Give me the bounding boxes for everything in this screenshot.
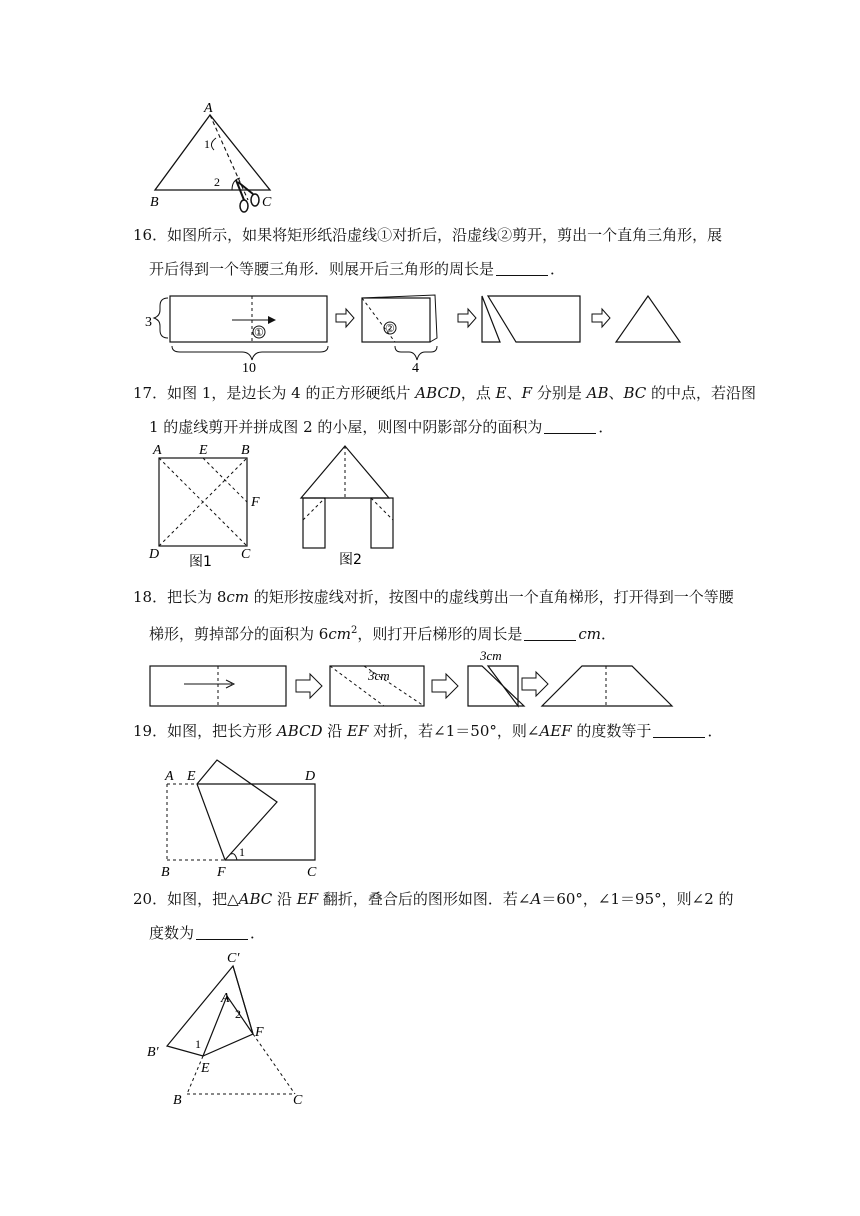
question-16 bbox=[133, 218, 743, 286]
label-C-prime: C′ bbox=[227, 951, 240, 966]
label-E: E bbox=[199, 443, 208, 458]
figure-18 bbox=[148, 646, 688, 708]
mark-1: ① bbox=[254, 327, 264, 339]
label-A: A bbox=[165, 769, 174, 784]
label-B: B bbox=[173, 1093, 182, 1108]
angle-1-arc bbox=[211, 138, 216, 150]
height-label: 3 bbox=[145, 315, 152, 330]
label-B: B bbox=[241, 443, 250, 458]
answer-blank-18[interactable] bbox=[524, 626, 576, 641]
angle-2-label: 2 bbox=[214, 175, 220, 189]
label-A: A bbox=[153, 443, 162, 458]
figure-19 bbox=[155, 758, 335, 880]
paper-rect bbox=[170, 296, 327, 342]
arrow-icon bbox=[592, 309, 610, 327]
figure-16 bbox=[140, 288, 700, 376]
arrow-icon bbox=[336, 309, 354, 327]
q16-line1: 16．如图所示，如果将矩形纸沿虚线①对折后，沿虚线②剪开，剪出一个直角三角形，展 bbox=[133, 226, 723, 244]
label-E: E bbox=[187, 769, 196, 784]
q16-line2: 开后得到一个等腰三角形．则展开后三角形的周长是 ． bbox=[149, 260, 566, 278]
label-E: E bbox=[201, 1061, 210, 1076]
label-B-prime: B′ bbox=[147, 1045, 159, 1060]
arrow-icon bbox=[522, 672, 548, 696]
arrow-icon bbox=[432, 674, 458, 698]
label-A: A bbox=[204, 101, 213, 116]
label-B: B bbox=[161, 865, 170, 880]
question-17 bbox=[133, 376, 757, 444]
caption-fig1: 图1 bbox=[189, 554, 212, 570]
q18-line2: 梯形，剪掉部分的面积为 $6cm^2$，则打开后梯形的周长是 cm． bbox=[149, 625, 616, 643]
answer-blank-17[interactable] bbox=[544, 419, 596, 434]
angle-1-label: 1 bbox=[204, 137, 210, 151]
isosceles-trapezoid bbox=[542, 666, 672, 706]
answer-blank-16[interactable] bbox=[496, 261, 548, 276]
dim-3cm-1: 3cm bbox=[368, 668, 390, 683]
caption-fig2: 图2 bbox=[339, 552, 362, 568]
dim-3cm-2: 3cm bbox=[480, 648, 502, 663]
question-19 bbox=[133, 714, 743, 748]
angle-2-label: 2 bbox=[235, 1007, 241, 1021]
arrow-icon bbox=[458, 309, 476, 327]
label-C: C bbox=[262, 195, 272, 210]
arrow-icon bbox=[296, 674, 322, 698]
label-D: D bbox=[305, 769, 316, 784]
mark-2: ② bbox=[385, 323, 395, 335]
q17-line1: 17．如图 1，是边长为 4 的正方形硬纸片 ABCD，点 E、F 分别是 AB、BC 的中点，若沿图 bbox=[133, 384, 757, 402]
scissors-icon bbox=[236, 180, 259, 212]
answer-blank-20[interactable] bbox=[196, 925, 248, 940]
question-20 bbox=[133, 882, 743, 950]
folded-flap bbox=[197, 760, 277, 860]
label-B: B bbox=[150, 195, 159, 210]
q20-line2: 度数为 ． bbox=[149, 924, 266, 942]
label-A: A bbox=[221, 991, 230, 1006]
q18-line1: 18．把长为 8cm 的矩形按虚线对折，按图中的虚线剪出一个直角梯形，打开得到一个等腰 bbox=[133, 588, 734, 606]
label-C: C bbox=[293, 1093, 303, 1108]
figure-20 bbox=[145, 948, 325, 1110]
width-label: 10 bbox=[242, 361, 256, 376]
figure-15 bbox=[140, 100, 280, 220]
label-F: F bbox=[217, 865, 226, 880]
label-F: F bbox=[251, 495, 260, 510]
cut-length-label: 4 bbox=[412, 361, 419, 376]
label-D: D bbox=[149, 547, 160, 562]
answer-blank-19[interactable] bbox=[653, 723, 705, 738]
isosceles-triangle bbox=[616, 296, 680, 342]
triangle-abc bbox=[155, 115, 270, 190]
angle-1-label: 1 bbox=[195, 1037, 201, 1051]
label-C: C bbox=[307, 865, 317, 880]
q20-line1: 20．如图，把△ABC 沿 EF 翻折，叠合后的图形如图．若∠A＝60°，∠1＝95°，则∠2 的 bbox=[133, 890, 734, 908]
label-C: C bbox=[241, 547, 251, 562]
question-18 bbox=[133, 580, 743, 651]
q17-line2: 1 的虚线剪开并拼成图 2 的小屋，则图中阴影部分的面积为 ． bbox=[149, 418, 614, 436]
label-F: F bbox=[255, 1025, 264, 1040]
q19-line1: 19．如图，把长方形 ABCD 沿 EF 对折，若∠1＝50°，则∠AEF 的度数等于 ． bbox=[133, 722, 723, 740]
figure-17 bbox=[145, 444, 405, 569]
angle-1-label: 1 bbox=[239, 845, 245, 859]
